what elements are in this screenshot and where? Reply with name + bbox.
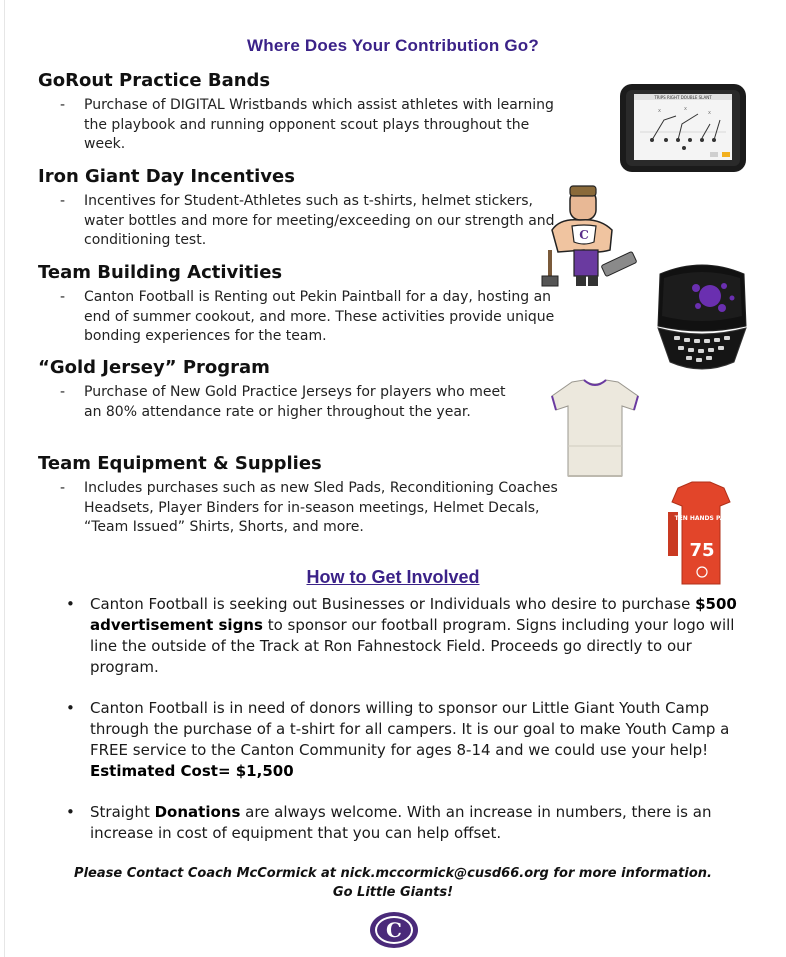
bullet-dot: •: [66, 595, 75, 613]
page-edge-line: [4, 0, 5, 957]
contact-line: Please Contact Coach McCormick at nick.mccormick@cusd66.org for more information.: [74, 866, 712, 881]
sled-pad-label: TEN HANDS PAD: [674, 515, 730, 522]
bullet-dot: •: [66, 803, 75, 821]
section-text: Includes purchases such as new Sled Pads, Reconditioning Coaches Headsets, Player Binders for in-season meetings, Helmet Decals, “Team Issued” Shirts, Shorts, and more.: [84, 480, 558, 535]
section-text: Purchase of New Gold Practice Jerseys for players who meet an 80% attendance rate or higher throughout the year.: [84, 384, 506, 420]
dash-bullet: -: [60, 289, 66, 305]
dash-bullet: -: [60, 97, 66, 113]
go-little-giants-line: Go Little Giants!: [332, 885, 454, 900]
mascot-c-letter: C: [579, 228, 589, 242]
section-body: [38, 192, 558, 251]
involved-item-donations: [66, 802, 740, 844]
section-body: [38, 383, 508, 422]
bullet-dot: •: [66, 699, 75, 717]
contact-block: [0, 864, 786, 902]
section-equipment: [38, 453, 558, 538]
gold-practice-jersey-image: [548, 376, 642, 478]
page-title: Where Does Your Contribution Go?: [247, 36, 539, 55]
section-heading: “Gold Jersey” Program: [38, 357, 270, 378]
paintball-mask-image: [650, 262, 754, 376]
sled-pad-number: 75: [689, 540, 715, 561]
svg-text:x: x: [684, 106, 687, 112]
svg-text:x: x: [708, 110, 711, 116]
item-text: are always welcome. With an increase in numbers, there is an increase in cost of equipment that you can help offset.: [90, 803, 712, 842]
little-giant-mascot-image: [540, 180, 640, 292]
section-team-building: [38, 262, 558, 347]
tablet-header-text: TRIPS RIGHT DOUBLE SLANT: [654, 95, 712, 100]
item-bold-text: $500 advertisement signs: [90, 595, 737, 634]
dash-bullet: -: [60, 193, 66, 209]
section-heading: GoRout Practice Bands: [38, 70, 271, 91]
involved-item-youth-camp: [66, 698, 740, 782]
involved-item-advertisement-signs: [66, 594, 740, 678]
section-heading: Team Building Activities: [38, 262, 283, 283]
section-gorout: [38, 70, 558, 155]
how-to-get-involved-heading: How to Get Involved: [306, 567, 480, 587]
logo-letter: C: [386, 918, 402, 942]
item-text: Canton Football is in need of donors willing to sponsor our Little Giant Youth Camp through the purchase of a t-shirt for all campers. It is our goal to make Youth Camp a FREE service to the Canton Community for ages 8-14 and we could use your help!: [90, 699, 730, 759]
section-body: [38, 288, 558, 347]
item-text: Canton Football is seeking out Businesses or Individuals who desire to purchase: [90, 595, 696, 613]
dash-bullet: -: [60, 384, 66, 400]
section-iron-giant: [38, 166, 558, 251]
section-text: Incentives for Student-Athletes such as t-shirts, helmet stickers, water bottles and more for meeting/exceeding on our strength and conditioning test.: [84, 193, 555, 248]
item-text: Straight: [90, 803, 155, 821]
gorout-tablet-image: [618, 80, 748, 180]
item-bold-text: Estimated Cost= $1,500: [90, 762, 294, 780]
item-text: to sponsor our football program. Signs including your logo will line the outside of the Track at Ron Fahnestock Field. Proceeds go directly to our program.: [90, 616, 735, 676]
dash-bullet: -: [60, 480, 66, 496]
canton-c-logo: [369, 910, 419, 950]
item-bold-text: Donations: [154, 803, 241, 821]
section-body: [38, 479, 558, 538]
section-heading: Iron Giant Day Incentives: [38, 166, 295, 187]
section-gold-jersey: [38, 357, 508, 422]
section-text: Canton Football is Renting out Pekin Paintball for a day, hosting an end of summer cookout, and more. These activities provide unique bonding experiences for the team.: [84, 289, 555, 344]
svg-text:x: x: [658, 108, 661, 114]
section-text: Purchase of DIGITAL Wristbands which assist athletes with learning the playbook and running opponent scout plays throughout the week.: [84, 97, 554, 152]
section-body: [38, 96, 558, 155]
section-heading: Team Equipment & Supplies: [38, 453, 322, 474]
